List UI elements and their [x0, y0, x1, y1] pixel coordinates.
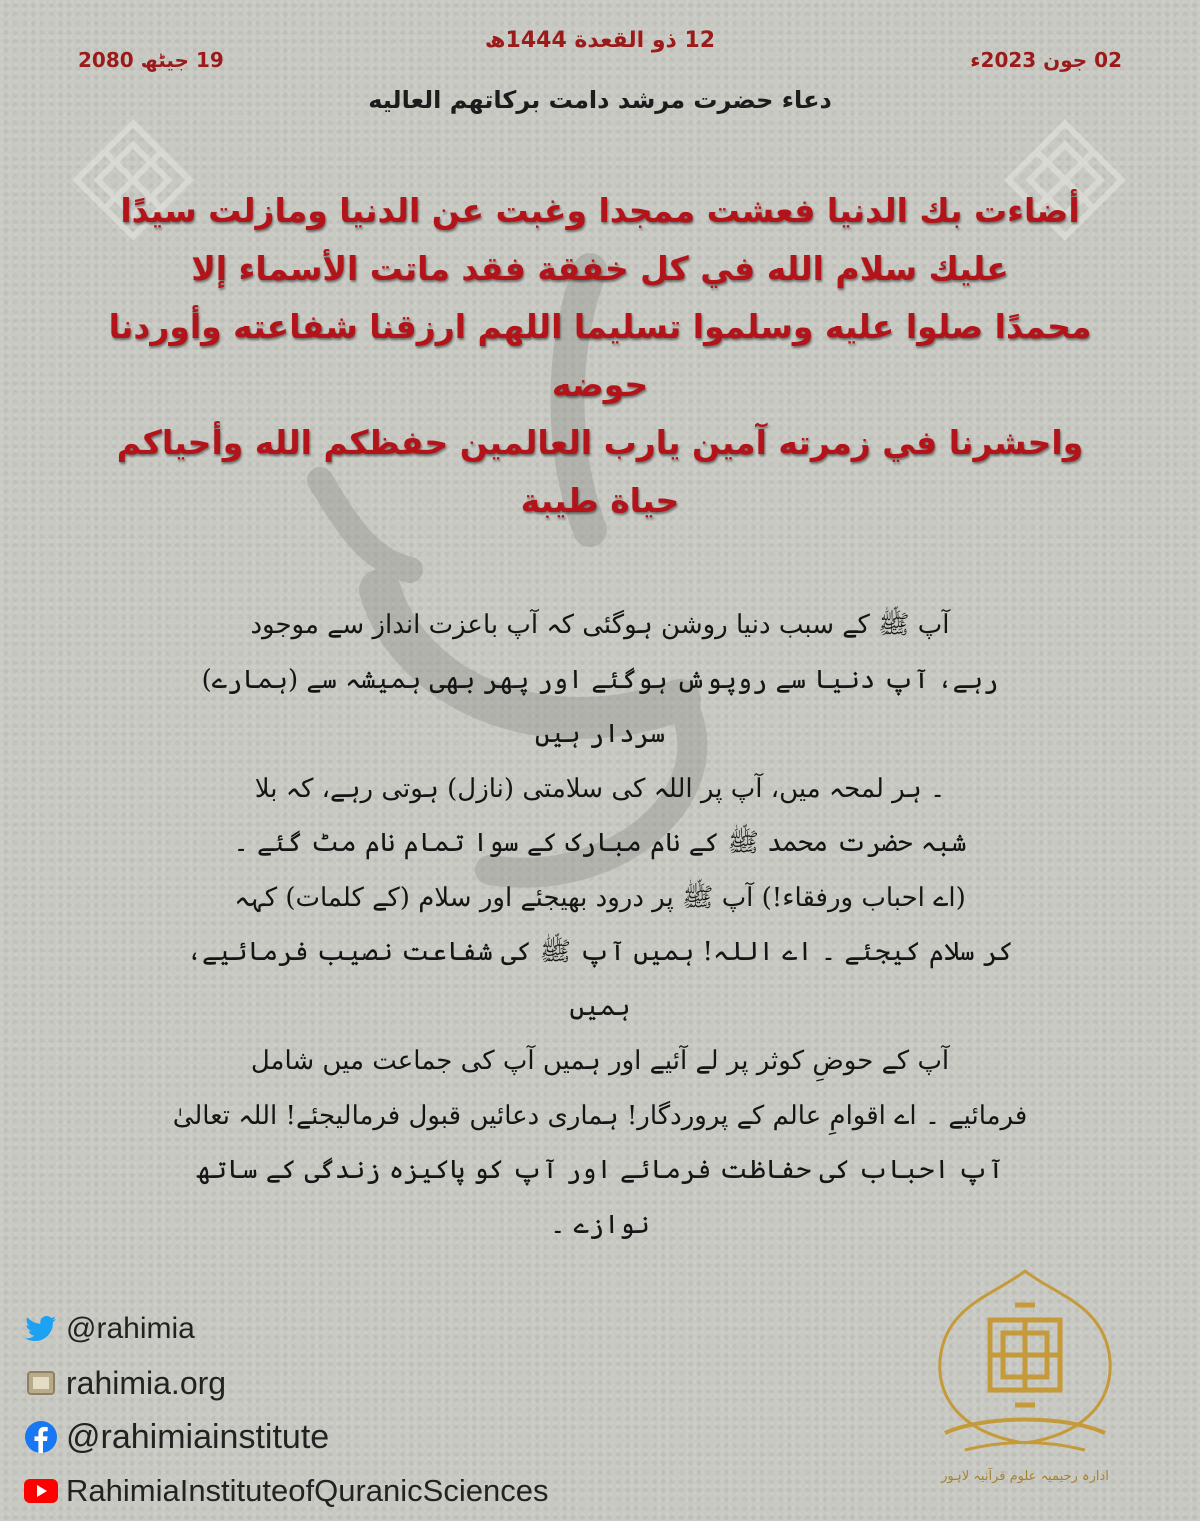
- urdu-line: ۔ ہر لمحہ میں، آپ پر اللہ کی سلامتی (نازل) ہوتی رہے، کہ بلا: [254, 773, 946, 804]
- rahimia-logo: [905, 1265, 1145, 1495]
- hijri-date: 12 ذو القعدة 1444ھ: [484, 28, 716, 53]
- urdu-line: شبہ حضرت محمد ﷺ کے نام مبارک کے سوا تمام نام مٹ گئے ۔: [233, 828, 967, 858]
- arabic-line: حياة طيبة: [520, 481, 680, 520]
- urdu-line: آپ کے حوضِ کوثر پر لے آئیے اور ہمیں آپ کی جماعت میں شامل: [250, 1046, 950, 1076]
- arabic-poem: [80, 182, 1120, 530]
- twitter-link[interactable]: [24, 1305, 548, 1353]
- gregorian-date: 02 جون 2023ء: [970, 48, 1122, 72]
- arabic-line: عليك سلام الله في كل خفقة فقد ماتت الأسماء إلا: [191, 249, 1009, 288]
- urdu-line: رہے، آپ دنیا سے روپوش ہوگئے اور پھر بھی ہمیشہ سے (ہمارے) سردار ہیں: [201, 664, 999, 749]
- arabic-line: أضاءت بك الدنيا فعشت ممجدا وغبت عن الدنيا ومازلت سيدًا: [120, 191, 1080, 230]
- youtube-channel: RahimiaInstituteofQuranicSciences: [66, 1473, 549, 1508]
- bikrami-date: 19 جیٹھ 2080: [78, 48, 224, 72]
- page-title: دعاء حضرت مرشد دامت برکاتهم العالیه: [368, 86, 832, 114]
- urdu-line: آپ ﷺ کے سبب دنیا روشن ہوگئی کہ آپ باعزت انداز سے موجود: [250, 610, 950, 640]
- facebook-icon: [24, 1420, 58, 1454]
- urdu-line: فرمائیے ۔ اے اقوامِ عالم کے پروردگار! ہماری دعائیں قبول فرمالیجئے! اللہ تعالیٰ: [172, 1100, 1028, 1131]
- globe-icon: [24, 1366, 58, 1400]
- urdu-line: (اے احباب ورفقاء!) آپ ﷺ پر درود بھیجئے اور سلام (کے کلمات) کہہ: [234, 882, 966, 913]
- youtube-icon: [24, 1474, 58, 1508]
- twitter-handle: @rahimia: [66, 1312, 195, 1345]
- arabic-line: محمدًا صلوا عليه وسلموا تسليما اللهم ارزقنا شفاعته وأوردنا حوضه: [108, 307, 1092, 404]
- youtube-link[interactable]: [24, 1467, 548, 1515]
- website-url: rahimia.org: [66, 1364, 227, 1401]
- facebook-handle: @rahimiainstitute: [66, 1417, 330, 1456]
- facebook-link[interactable]: [24, 1413, 548, 1461]
- arabic-line: واحشرنا في زمرته آمين يارب العالمين حفظكم الله وأحياكم: [116, 423, 1084, 462]
- logo-subtitle: ادارہ رحیمیہ علوم قرآنیہ لاہور: [941, 1469, 1109, 1484]
- urdu-line: آپ احباب کی حفاظت فرمائے اور آپ کو پاکیزہ زندگی کے ساتھ نوازے ۔: [196, 1155, 1004, 1240]
- twitter-icon: [24, 1312, 58, 1346]
- social-links: [24, 1305, 548, 1521]
- urdu-line: کر سلام کیجئے ۔ اے اللہ! ہمیں آپ ﷺ کی شفاعت نصیب فرمائیے، ہمیں: [186, 937, 1014, 1022]
- urdu-translation: [170, 598, 1030, 1252]
- website-link[interactable]: [24, 1359, 548, 1407]
